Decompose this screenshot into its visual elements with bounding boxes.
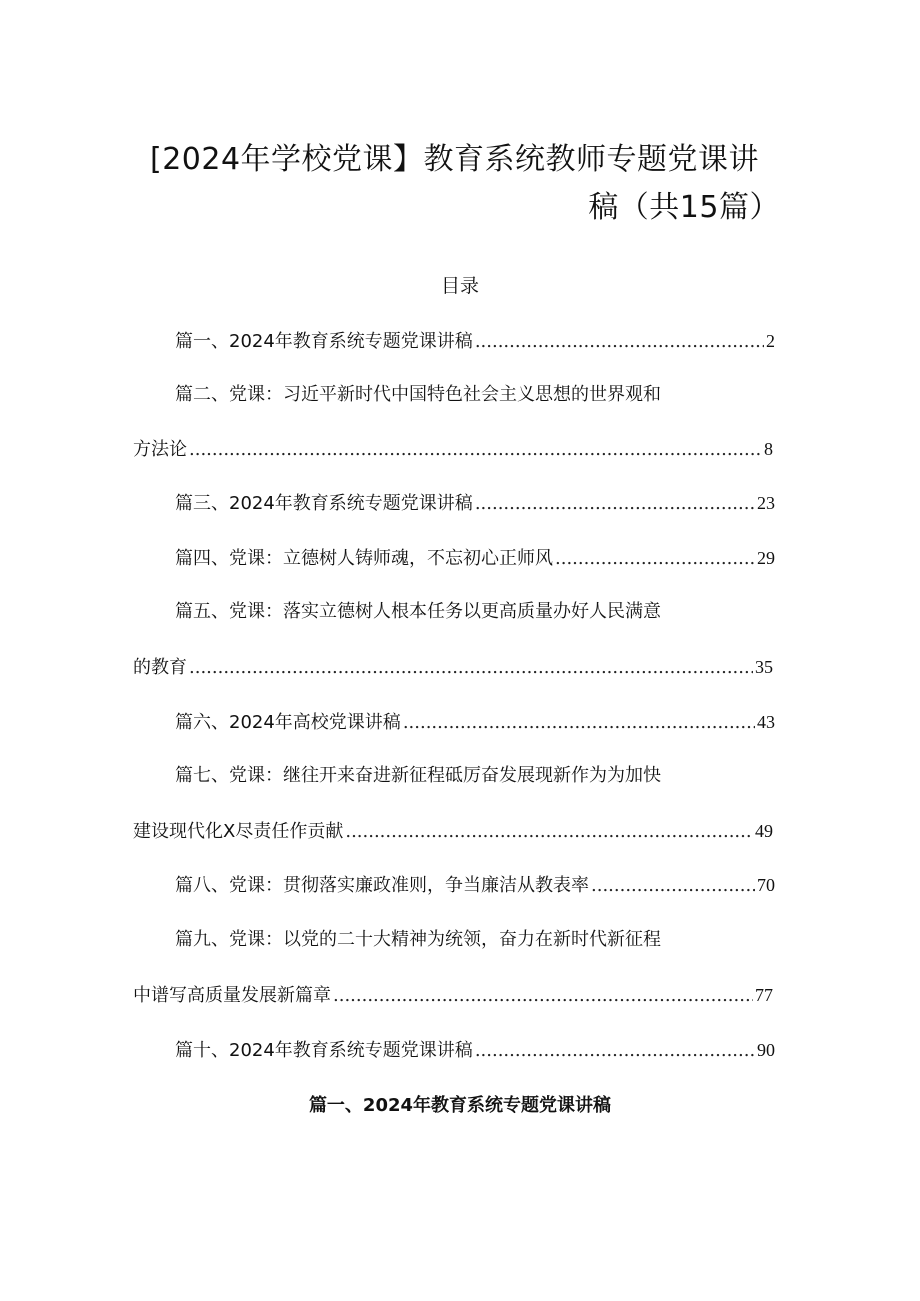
toc-entry-title: 篇九、党课：以党的二十大精神为统领，奋力在新时代新征程 (175, 929, 661, 950)
toc-entry-title: 篇六、2024年高校党课讲稿 (175, 712, 401, 733)
toc-entry-title: 篇一、2024年教育系统专题党课讲稿 (175, 331, 473, 352)
toc-entry-7-continued[interactable] (133, 817, 773, 845)
toc-heading: 目录 (440, 275, 479, 297)
toc-leader-dots (189, 654, 753, 682)
toc-entry-6[interactable] (175, 708, 775, 736)
toc-page-number: 43 (757, 712, 775, 732)
toc-entry-9[interactable] (175, 926, 775, 954)
toc-entry-title: 篇二、党课：习近平新时代中国特色社会主义思想的世界观和 (175, 384, 661, 405)
toc-page-number: 70 (757, 875, 775, 895)
toc-leader-dots (189, 436, 762, 464)
toc-page-number: 8 (764, 439, 773, 459)
toc-entry-title-continued: 方法论 (133, 439, 187, 460)
toc-page-number: 77 (755, 985, 773, 1005)
toc-entry-2-continued[interactable] (133, 435, 773, 463)
toc-leader-dots (475, 490, 755, 518)
toc-page-number: 23 (757, 493, 775, 513)
toc-leader-dots (555, 545, 755, 573)
toc-page-number: 90 (757, 1040, 775, 1060)
toc-entry-title-continued: 中谱写高质量发展新篇章 (133, 985, 331, 1006)
toc-entry-1[interactable] (175, 327, 775, 355)
toc-leader-dots (591, 872, 755, 900)
toc-entry-title: 篇八、党课：贯彻落实廉政准则，争当廉洁从教表率 (175, 875, 589, 896)
toc-entry-5-continued[interactable] (133, 653, 773, 681)
toc-entry-9-continued[interactable] (133, 981, 773, 1009)
toc-leader-dots (475, 328, 764, 356)
toc-entry-title-continued: 的教育 (133, 657, 187, 678)
toc-entry-title: 篇四、党课：立德树人铸师魂，不忘初心正师风 (175, 548, 553, 569)
toc-entry-title: 篇十、2024年教育系统专题党课讲稿 (175, 1040, 473, 1061)
toc-entry-3[interactable] (175, 489, 775, 517)
toc-leader-dots (345, 818, 753, 846)
toc-entry-5[interactable] (175, 598, 775, 626)
toc-leader-dots (403, 709, 755, 737)
section-heading: 篇一、2024年教育系统专题党课讲稿 (308, 1095, 612, 1116)
toc-entry-2[interactable] (175, 381, 775, 409)
toc-page-number: 2 (766, 331, 775, 351)
toc-leader-dots (475, 1037, 755, 1065)
toc-leader-dots (333, 982, 753, 1010)
toc-entry-8[interactable] (175, 871, 775, 899)
toc-page-number: 35 (755, 657, 773, 677)
document-title-line-2: 稿（共15篇） (588, 190, 780, 225)
toc-entry-title: 篇七、党课：继往开来奋进新征程砥厉奋发展现新作为为加快 (175, 765, 661, 786)
toc-entry-7[interactable] (175, 762, 775, 790)
toc-entry-10[interactable] (175, 1036, 775, 1064)
toc-page-number: 29 (757, 548, 775, 568)
toc-entry-title: 篇三、2024年教育系统专题党课讲稿 (175, 493, 473, 514)
toc-entry-4[interactable] (175, 544, 775, 572)
toc-entry-title-continued: 建设现代化X尽责任作贡献 (133, 821, 344, 842)
toc-entry-title: 篇五、党课：落实立德树人根本任务以更高质量办好人民满意 (175, 601, 661, 622)
document-title-line-1: [2024年学校党课】教育系统教师专题党课讲 (150, 142, 760, 177)
toc-page-number: 49 (755, 821, 773, 841)
